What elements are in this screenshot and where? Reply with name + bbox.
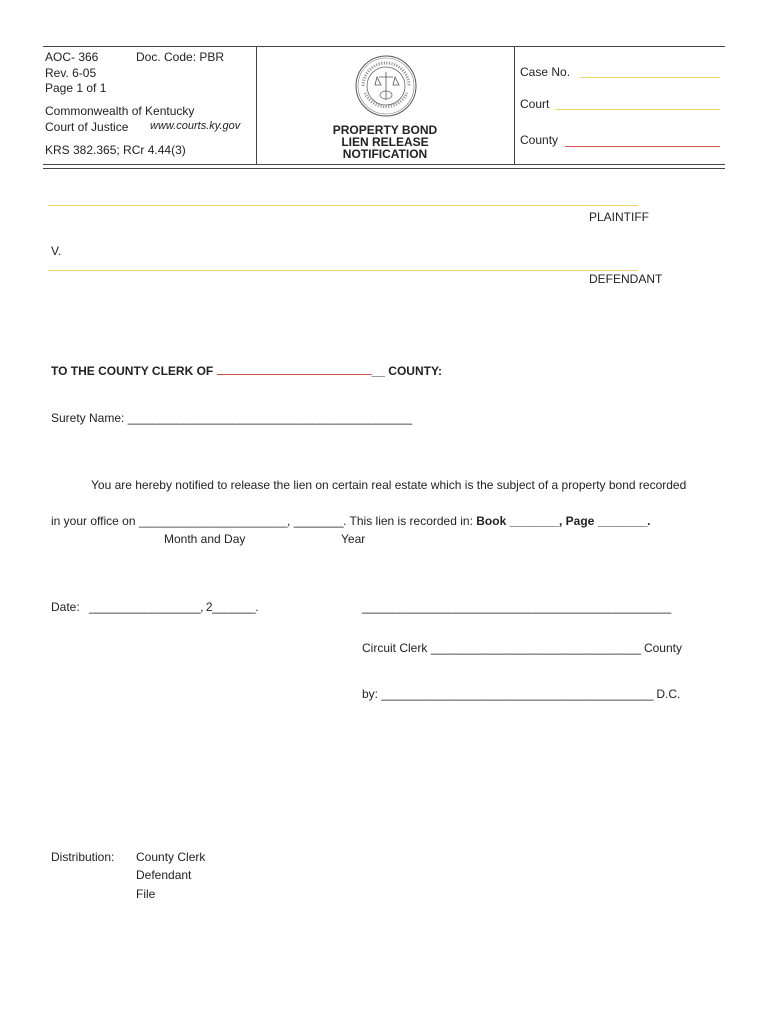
title-line-3: NOTIFICATION	[342, 147, 428, 161]
court-of-justice: Court of Justice	[45, 120, 129, 134]
distribution-label: Distribution:	[51, 850, 115, 864]
revision: Rev. 6-05	[45, 66, 97, 80]
book-field[interactable]: ________	[509, 514, 559, 528]
case-no-label: Case No.	[520, 65, 571, 79]
office-line: in your office on ________________________, ________. This lien is recorded in: Book ________, Page ________.	[51, 514, 651, 528]
dc-label: D.C.	[656, 687, 681, 701]
by-line	[362, 687, 680, 701]
statute: KRS 382.365; RCr 4.44(3)	[45, 143, 186, 157]
circuit-clerk-label: Circuit Clerk	[362, 641, 428, 655]
date-field[interactable]: __________________, 2_______.	[89, 600, 259, 614]
versus-label: V.	[51, 244, 62, 258]
to-clerk-suffix: COUNTY:	[388, 364, 443, 378]
year-field[interactable]: ________	[293, 514, 344, 528]
to-clerk-prefix: TO THE COUNTY CLERK OF	[51, 364, 214, 378]
circuit-clerk-county-label: County	[643, 641, 682, 655]
state-name: Commonwealth of Kentucky	[45, 104, 195, 118]
signature-line[interactable]: __________________________________________________	[362, 600, 671, 614]
month-day-caption: Month and Day	[164, 532, 246, 546]
website-link[interactable]: www.courts.ky.gov	[150, 120, 241, 132]
circuit-clerk-field[interactable]: __________________________________	[430, 641, 641, 655]
surety-field[interactable]: ______________________________________________	[127, 411, 412, 425]
header-divider-left	[256, 46, 257, 164]
distribution-item-defendant: Defendant	[136, 868, 192, 882]
kentucky-seal-icon	[355, 55, 417, 117]
surety-label: Surety Name:	[51, 411, 125, 425]
distribution-item-file: File	[136, 887, 156, 901]
header-top-rule	[43, 46, 725, 47]
county-label: County	[520, 133, 559, 147]
page-count: Page 1 of 1	[45, 81, 107, 95]
header-bottom-rule-2	[43, 168, 725, 169]
plaintiff-field[interactable]	[48, 205, 638, 206]
office-prefix: in your office on	[51, 514, 136, 528]
plaintiff-label: PLAINTIFF	[589, 210, 650, 224]
by-field[interactable]: ____________________________________________	[381, 687, 654, 701]
form-number: AOC- 366	[45, 50, 99, 64]
case-no-field[interactable]	[580, 77, 720, 78]
title-line-2: LIEN RELEASE	[341, 135, 429, 149]
recorded-in-text: . This lien is recorded in:	[343, 514, 473, 528]
year-caption: Year	[341, 532, 366, 546]
book-label: Book	[476, 514, 507, 528]
defendant-label: DEFENDANT	[589, 272, 663, 286]
clerk-county-field[interactable]	[217, 364, 372, 375]
form-title	[300, 124, 470, 160]
page-label: , Page	[559, 514, 595, 528]
title-line-1: PROPERTY BOND	[332, 123, 438, 137]
header-divider-right	[514, 46, 515, 164]
circuit-clerk-line	[362, 641, 682, 655]
header-bottom-rule	[43, 164, 725, 165]
month-day-field[interactable]: ________________________	[138, 514, 288, 528]
page-field[interactable]: ________	[597, 514, 648, 528]
date-label: Date:	[51, 600, 80, 614]
court-field[interactable]	[555, 109, 720, 110]
court-label: Court	[520, 97, 550, 111]
by-label: by:	[362, 687, 379, 701]
defendant-field[interactable]	[48, 270, 638, 271]
notice-text: You are hereby notified to release the lien on certain real estate which is the subject of a property bond recorded	[91, 478, 687, 492]
date-line	[51, 600, 258, 614]
to-clerk-line	[51, 364, 442, 378]
county-field[interactable]	[565, 146, 720, 147]
to-clerk-blank: __	[371, 364, 385, 378]
doc-code: Doc. Code: PBR	[136, 50, 225, 64]
distribution-item-county-clerk: County Clerk	[136, 850, 206, 864]
surety-line	[51, 411, 412, 425]
